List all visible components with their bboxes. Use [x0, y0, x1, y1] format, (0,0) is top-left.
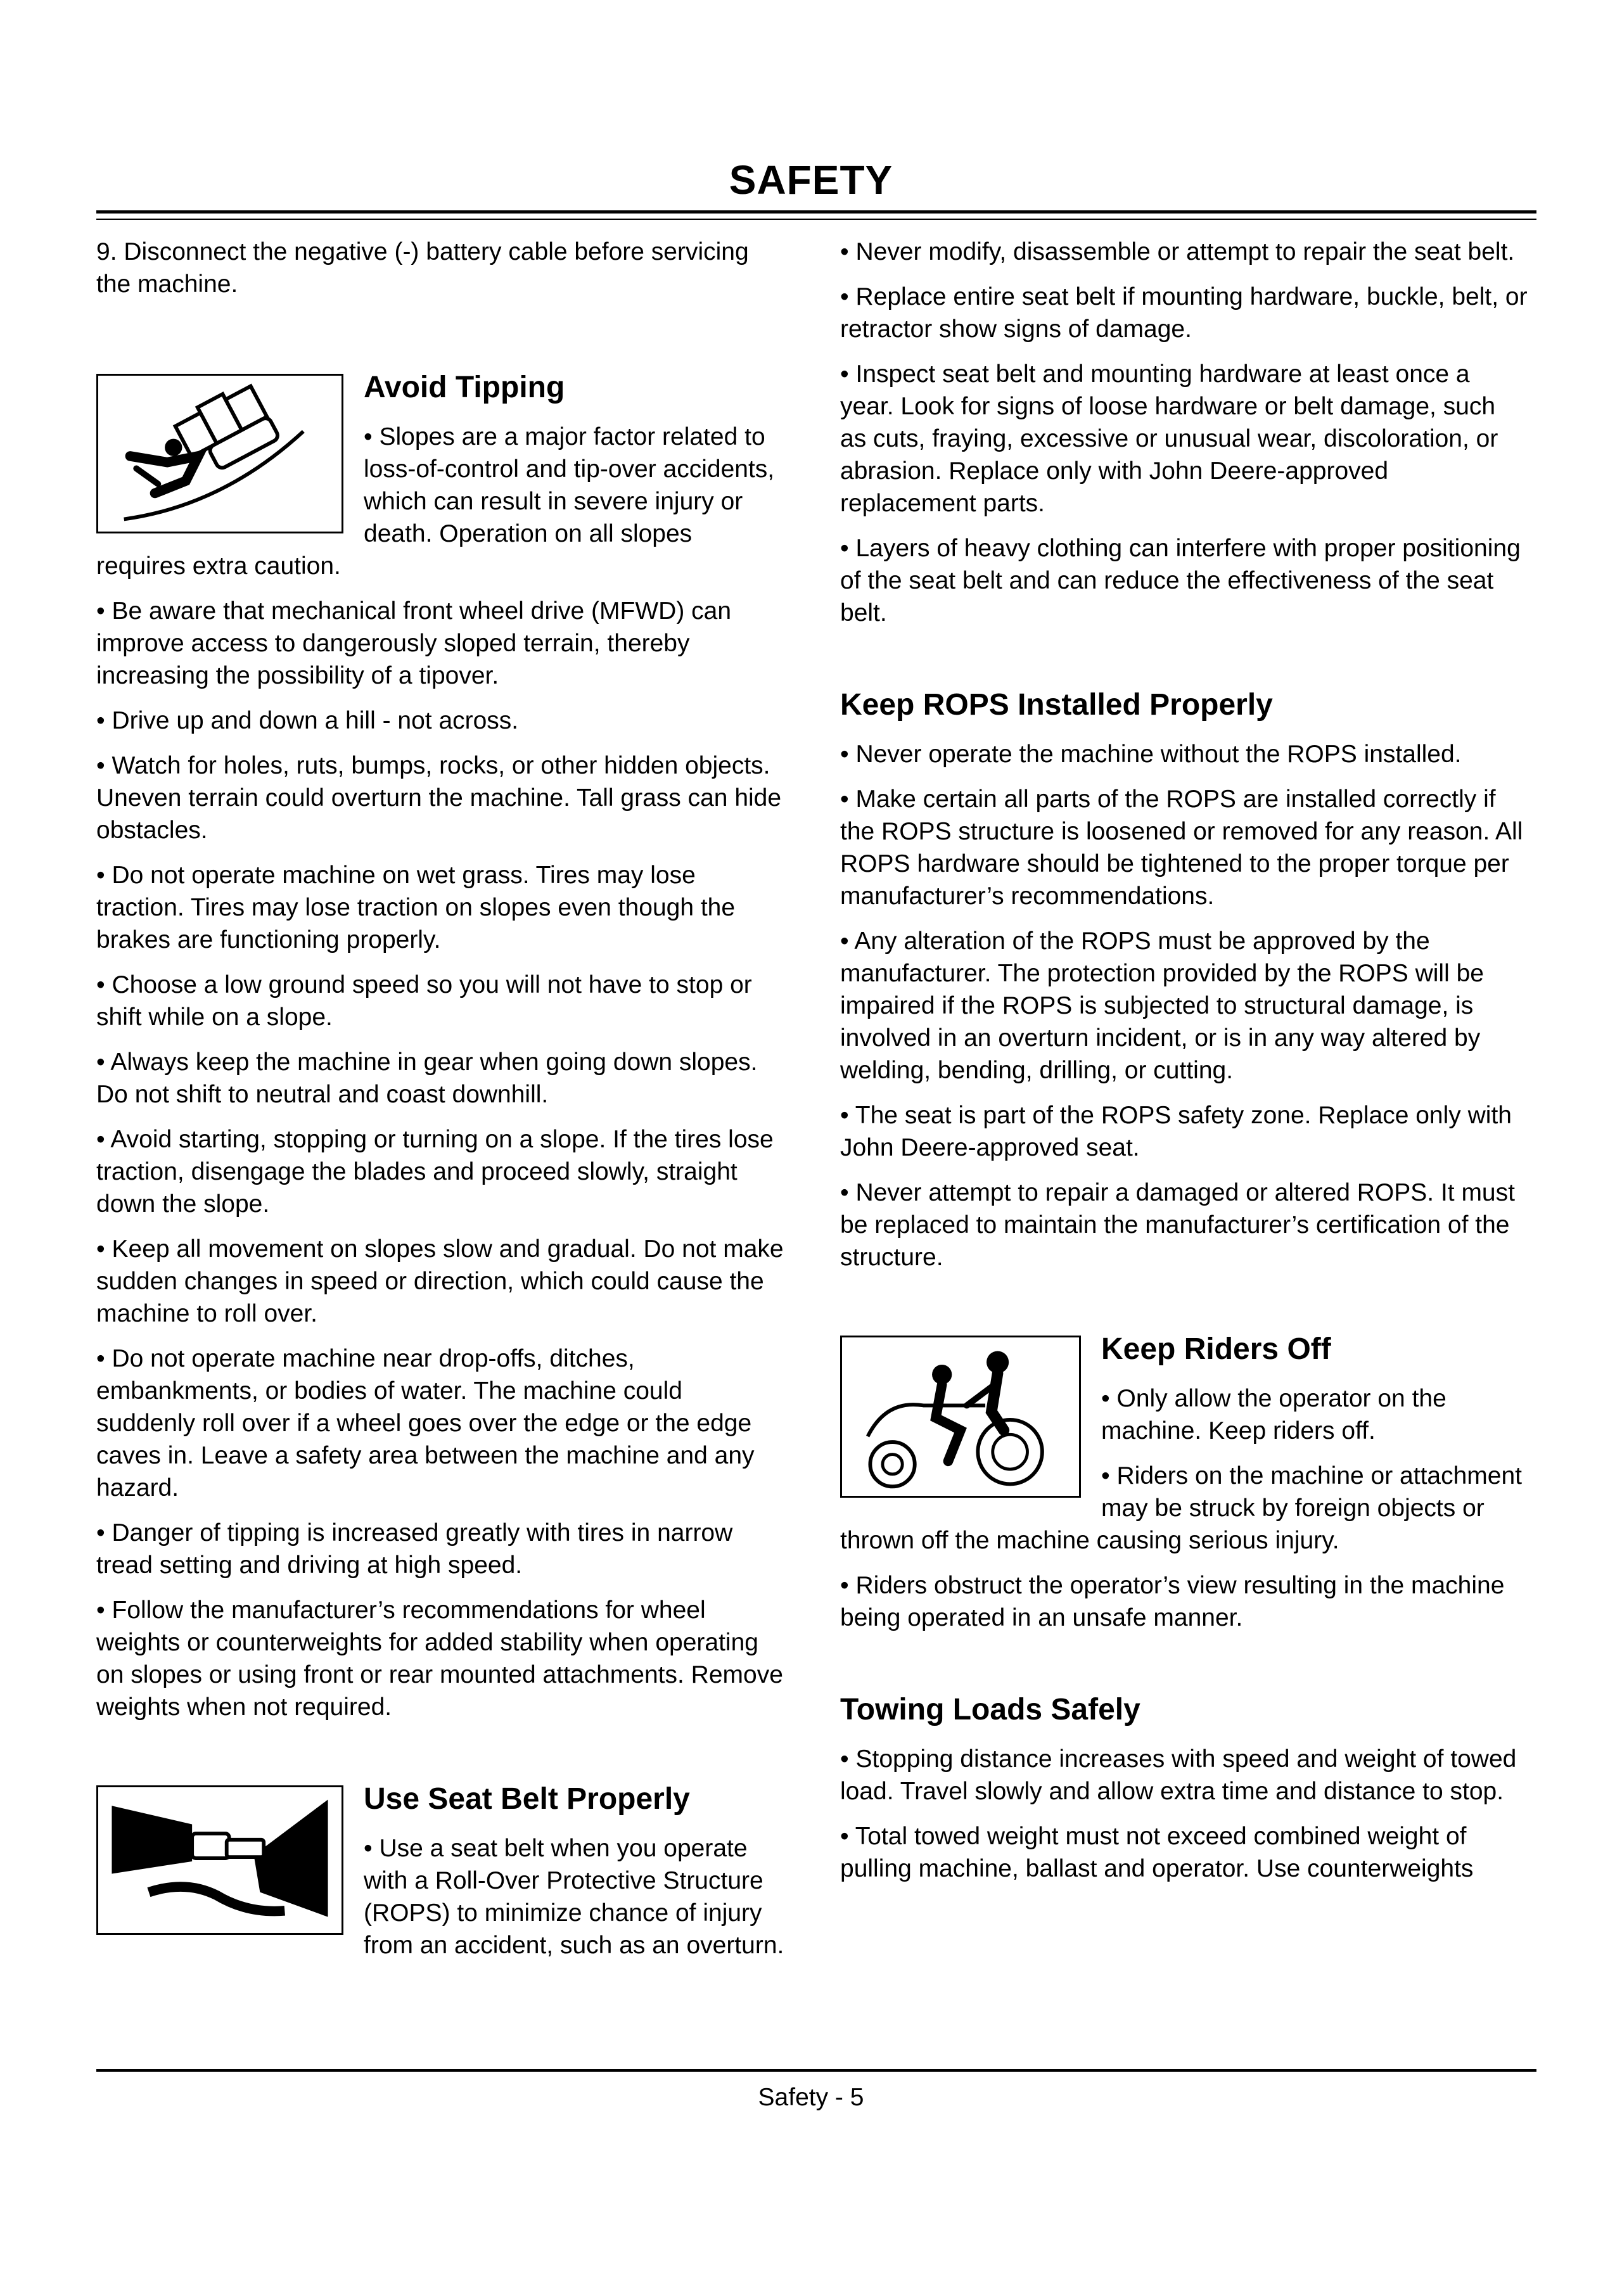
seat-belt-item: • Layers of heavy clothing can interfere with proper positioning of the seat belt and can reduce the effectiveness of the seat belt.: [840, 535, 1521, 627]
avoid-tipping-item: • Do not operate machine near drop-offs, ditches, embankments, or bodies of water. The machine could suddenly roll over if a wheel goes over the edge or the edge caves in. Leave a safety area between the machine and any hazard.: [96, 1345, 755, 1502]
footer-rule: [96, 2069, 1536, 2072]
towing-section: [840, 1691, 1528, 1885]
riders-item: • Riders obstruct the operator’s view resulting in the machine being operated in an unsafe manner.: [840, 1572, 1505, 1631]
avoid-tipping-item: • Choose a low ground speed so you will not have to stop or shift while on a slope.: [96, 971, 752, 1031]
right-column: [840, 236, 1528, 1897]
towing-item: • Stopping distance increases with speed and weight of towed load. Travel slowly and allow extra time and distance to stop.: [840, 1745, 1517, 1805]
seat-belt-heading: Use Seat Belt Properly: [364, 1782, 690, 1816]
rops-heading: Keep ROPS Installed Properly: [840, 688, 1273, 722]
seat-belt-item: • Replace entire seat belt if mounting hardware, buckle, belt, or retractor show signs of damage.: [840, 283, 1528, 343]
rops-item: • Make certain all parts of the ROPS are installed correctly if the ROPS structure is loosened or removed for any reason. All ROPS hardware should be tightened to the proper torque per manufacturer’s recommendations.: [840, 786, 1523, 910]
spacer: [96, 313, 784, 369]
rops-section: [840, 686, 1528, 1273]
seat-belt-item: • Never modify, disassemble or attempt to repair the seat belt.: [840, 238, 1515, 265]
page-title: SAFETY: [729, 157, 893, 203]
riders-item: • Only allow the operator on the machine. Keep riders off.: [1101, 1385, 1446, 1445]
towing-item: • Total towed weight must not exceed combined weight of pulling machine, ballast and operator. Use counterweights: [840, 1823, 1474, 1882]
left-column: [96, 236, 784, 1974]
avoid-tipping-heading: Avoid Tipping: [364, 371, 565, 404]
rops-item: • The seat is part of the ROPS safety zone. Replace only with John Deere-approved seat.: [840, 1102, 1512, 1161]
riders-item: • Riders on the machine or attachment may be struck by foreign objects or thrown off the machine causing serious injury.: [840, 1462, 1522, 1554]
spacer: [840, 1647, 1528, 1691]
seat-belt-section: [96, 1780, 784, 1974]
avoid-tipping-item: • Drive up and down a hill - not across.: [96, 707, 519, 734]
rops-item: • Any alteration of the ROPS must be approved by the manufacturer. The protection provided by the ROPS will be impaired if the ROPS is subjected to structural damage, is involved in an overturn incident, or is in any way altered by welding, bending, drilling, or cutting.: [840, 928, 1484, 1084]
seat-belt-item: • Inspect seat belt and mounting hardware at least once a year. Look for signs of loose hardware or belt damage, such as cuts, fraying, excessive or unusual wear, discoloration, or abrasion. Replace only with John Deere-approved replacement parts.: [840, 360, 1498, 517]
spacer: [840, 642, 1528, 686]
avoid-tipping-item: • Follow the manufacturer’s recommendations for wheel weights or counterweights for added stability when operating on slopes or using front or rear mounted attachments. Remove weights when not required.: [96, 1597, 783, 1721]
riders-section: [840, 1330, 1528, 1647]
spacer: [840, 1286, 1528, 1330]
avoid-tipping-item: • Danger of tipping is increased greatly with tires in narrow tread setting and driving at high speed.: [96, 1519, 733, 1579]
avoid-tipping-item: • Do not operate machine on wet grass. Tires may lose traction. Tires may lose traction on slopes even though the brakes are functioning properly.: [96, 862, 736, 953]
tipping-tractor-icon: [96, 374, 343, 533]
avoid-tipping-item: • Always keep the machine in gear when going down slopes. Do not shift to neutral and coast downhill.: [96, 1049, 758, 1108]
intro-step: 9. Disconnect the negative (-) battery cable before servicing the machine.: [96, 238, 749, 298]
towing-heading: Towing Loads Safely: [840, 1693, 1140, 1726]
header-rule-thick: [96, 210, 1536, 214]
riders-heading: Keep Riders Off: [1101, 1332, 1331, 1366]
avoid-tipping-item: • Slopes are a major factor related to loss-of-control and tip-over accidents, which can result in severe injury or death. Operation on all slopes requires extra caution.: [96, 423, 775, 580]
rider-on-tractor-icon: [840, 1336, 1081, 1498]
rops-item: • Never operate the machine without the ROPS installed.: [840, 741, 1462, 768]
page-number: Safety - 5: [758, 2084, 864, 2111]
avoid-tipping-item: • Keep all movement on slopes slow and gradual. Do not make sudden changes in speed or direction, which could cause the machine to roll over.: [96, 1235, 784, 1327]
avoid-tipping-item: • Be aware that mechanical front wheel drive (MFWD) can improve access to dangerously sloped terrain, thereby increasing the possibility of a tipover.: [96, 597, 732, 689]
avoid-tipping-item: • Avoid starting, stopping or turning on a slope. If the tires lose traction, disengage the blades and proceed slowly, straight down the slope.: [96, 1126, 774, 1218]
spacer: [96, 1736, 784, 1780]
header-rule-thin: [96, 219, 1536, 220]
avoid-tipping-section: [96, 369, 784, 1736]
avoid-tipping-item: • Watch for holes, ruts, bumps, rocks, or other hidden objects. Uneven terrain could overturn the machine. Tall grass can hide obstacles.: [96, 752, 782, 844]
rops-item: • Never attempt to repair a damaged or altered ROPS. It must be replaced to maintain the manufacturer’s certification of the structure.: [840, 1179, 1515, 1271]
seat-belt-item: • Use a seat belt when you operate with a Roll-Over Protective Structure (ROPS) to minimize chance of injury from an accident, such as an overturn.: [364, 1835, 784, 1959]
seat-belt-buckle-icon: [96, 1785, 343, 1935]
